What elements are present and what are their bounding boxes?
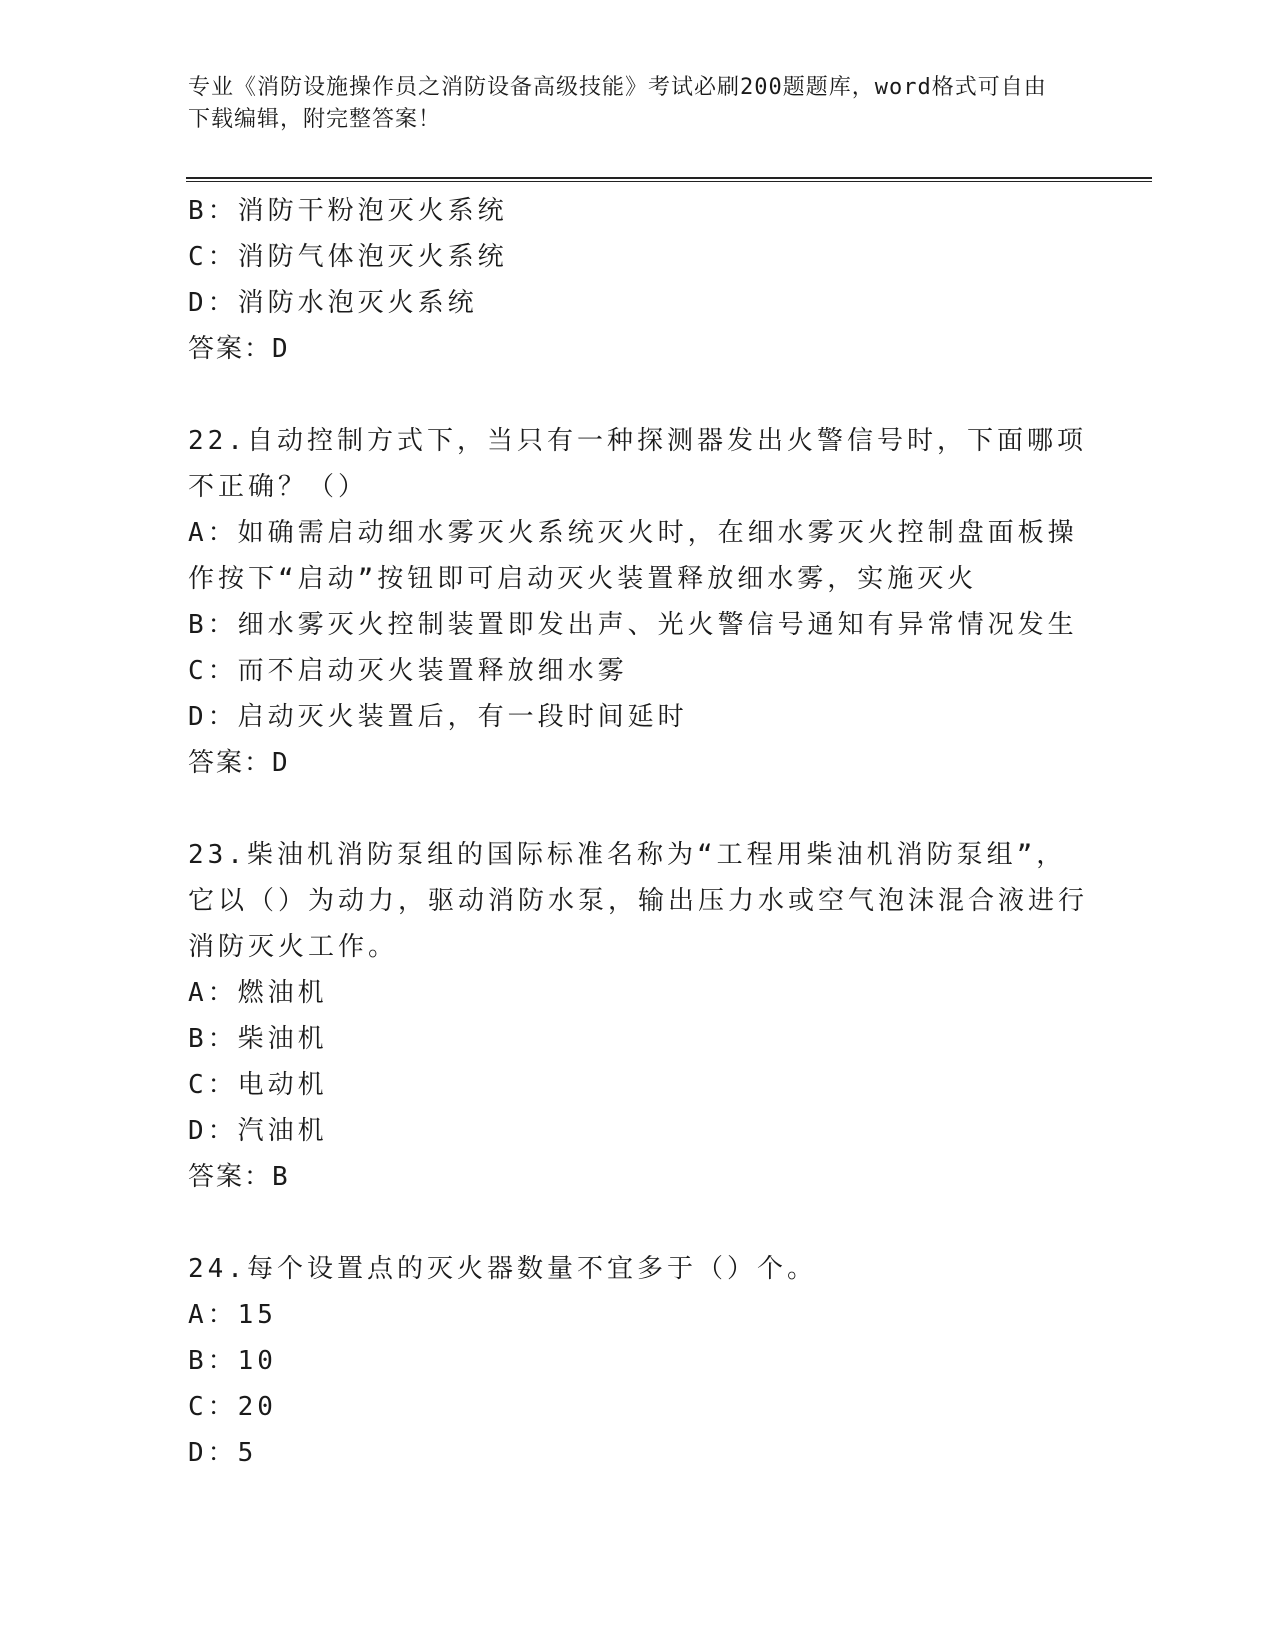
- question-text: 24.每个设置点的灭火器数量不宜多于（）个。: [188, 1254, 817, 1284]
- option-c: C：电动机: [188, 1070, 328, 1100]
- answer: 答案：D: [188, 748, 290, 778]
- header-text: 专业《消防设施操作员之消防设备高级技能》考试必刷200题题库，word格式可自由下载编辑，附完整答案！: [188, 75, 1047, 132]
- spacer: [188, 786, 1088, 832]
- option-d: D：启动灭火装置后，有一段时间延时: [188, 702, 688, 732]
- option-a: A：如确需启动细水雾灭火系统灭火时，在细水雾灭火控制盘面板操作按下“启动”按钮即可启动灭火装置释放细水雾，实施灭火: [188, 518, 1078, 594]
- question-text: 23.柴油机消防泵组的国际标准名称为“工程用柴油机消防泵组”，它以（）为动力，驱动消防水泵，输出压力水或空气泡沫混合液进行消防灭火工作。: [188, 840, 1089, 962]
- option-d: D：5: [188, 1438, 258, 1468]
- option-b: B：柴油机: [188, 1024, 328, 1054]
- question-22: [188, 418, 1088, 786]
- option-c: C：20: [188, 1392, 277, 1422]
- question-text: 22.自动控制方式下，当只有一种探测器发出火警信号时，下面哪项不正确？（）: [188, 426, 1087, 502]
- option-c: C：而不启动灭火装置释放细水雾: [188, 656, 628, 686]
- question-23: [188, 832, 1088, 1200]
- option-b: B：消防干粉泡灭火系统: [188, 196, 508, 226]
- option-a: A：燃油机: [188, 978, 328, 1008]
- question-24: [188, 1246, 1088, 1476]
- document-body: [188, 188, 1088, 1476]
- spacer: [188, 372, 1088, 418]
- option-b: B：10: [188, 1346, 277, 1376]
- option-d: D：汽油机: [188, 1116, 328, 1146]
- answer: 答案：D: [188, 334, 290, 364]
- option-c: C：消防气体泡灭火系统: [188, 242, 508, 272]
- question-21: [188, 188, 1088, 372]
- option-d: D：消防水泡灭火系统: [188, 288, 478, 318]
- page-header: [188, 72, 1068, 136]
- answer: 答案：B: [188, 1162, 290, 1192]
- header-divider: [186, 177, 1152, 183]
- divider-line-thin: [186, 181, 1152, 182]
- option-a: A：15: [188, 1300, 277, 1330]
- option-b: B：细水雾灭火控制装置即发出声、光火警信号通知有异常情况发生: [188, 610, 1078, 640]
- spacer: [188, 1200, 1088, 1246]
- divider-line-thick: [186, 177, 1152, 179]
